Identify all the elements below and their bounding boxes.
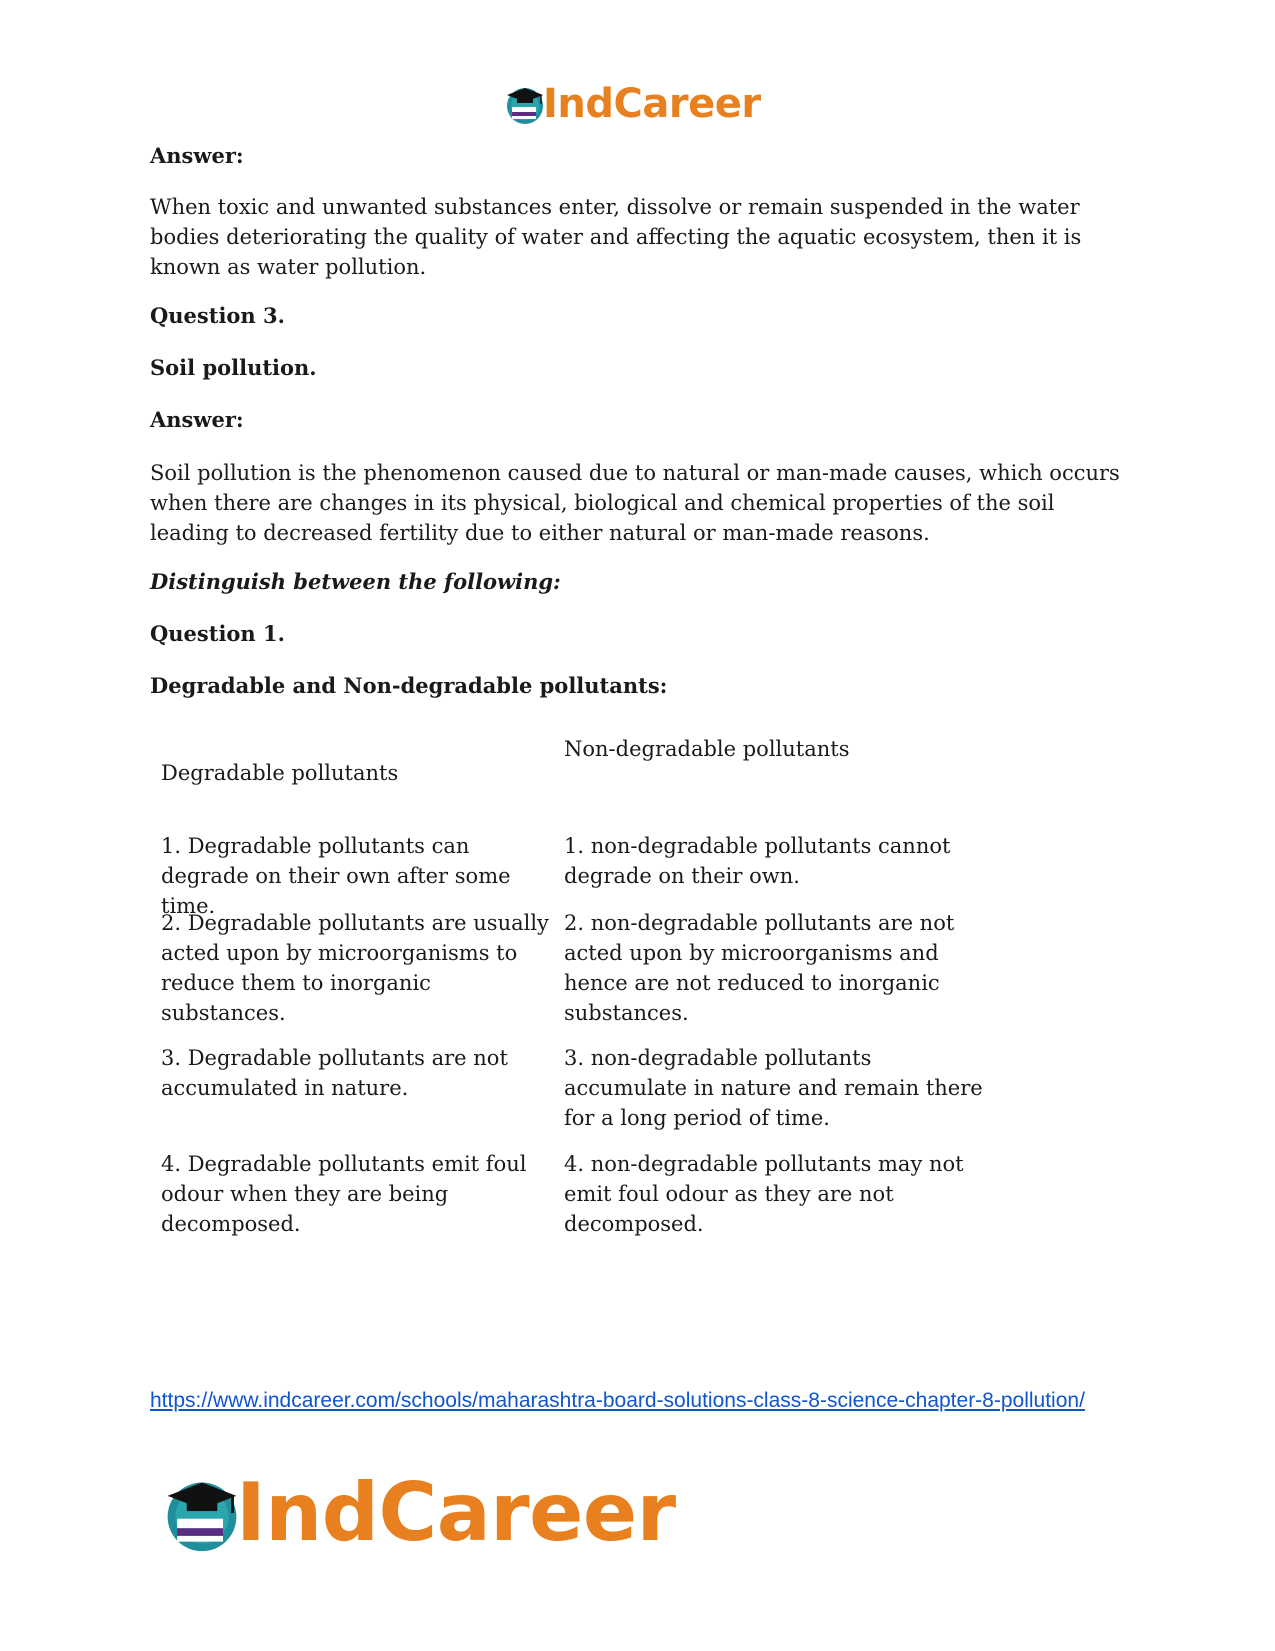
brand-wordmark: IndCareer bbox=[543, 81, 761, 127]
table-cell: 4. non-degradable pollutants may not emit foul odour as they are not decomposed. bbox=[564, 1152, 964, 1236]
indcareer-logo-bottom bbox=[160, 1468, 676, 1558]
question-heading: Question 3. bbox=[150, 303, 285, 328]
table-cell: 3. non-degradable pollutants accumulate in nature and remain there for a long period of time. bbox=[564, 1046, 983, 1130]
table-cell: 4. Degradable pollutants emit foul odour when they are being decomposed. bbox=[161, 1152, 527, 1236]
question-title: Degradable and Non-degradable pollutants: bbox=[150, 673, 668, 698]
source-url-link[interactable]: https://www.indcareer.com/schools/maharashtra-board-solutions-class-8-science-chapter-8-pollution/ bbox=[150, 1389, 1085, 1412]
table-cell: 1. Degradable pollutants can degrade on their own after some time. bbox=[161, 834, 511, 918]
indcareer-logo-top bbox=[503, 80, 761, 128]
answer-label: Answer: bbox=[150, 143, 244, 168]
answer-paragraph: When toxic and unwanted substances enter, dissolve or remain suspended in the water bodies deteriorating the quality of water and affecting the aquatic ecosystem, then it is known as water pollution. bbox=[150, 195, 1082, 279]
brand-wordmark: IndCareer bbox=[236, 1466, 676, 1559]
table-header-cell: Non-degradable pollutants bbox=[564, 737, 850, 761]
answer-label: Answer: bbox=[150, 407, 244, 432]
question-heading: Question 1. bbox=[150, 621, 285, 646]
table-header-cell: Degradable pollutants bbox=[161, 761, 399, 785]
table-cell: 2. non-degradable pollutants are not acted upon by microorganisms and hence are not reduced to inorganic substances. bbox=[564, 911, 955, 1025]
table-cell: 2. Degradable pollutants are usually acted upon by microorganisms to reduce them to inorganic substances. bbox=[161, 911, 549, 1025]
answer-paragraph: Soil pollution is the phenomenon caused due to natural or man-made causes, which occurs when there are changes in its physical, biological and chemical properties of the soil leading to decreased fertility due to either natural or man-made reasons. bbox=[150, 461, 1120, 545]
table-cell: 3. Degradable pollutants are not accumulated in nature. bbox=[161, 1046, 508, 1100]
question-title: Soil pollution. bbox=[150, 355, 317, 380]
graduation-cap-globe-icon bbox=[160, 1471, 244, 1555]
section-heading: Distinguish between the following: bbox=[150, 569, 561, 594]
graduation-cap-globe-icon bbox=[503, 82, 547, 126]
table-cell: 1. non-degradable pollutants cannot degrade on their own. bbox=[564, 834, 951, 888]
